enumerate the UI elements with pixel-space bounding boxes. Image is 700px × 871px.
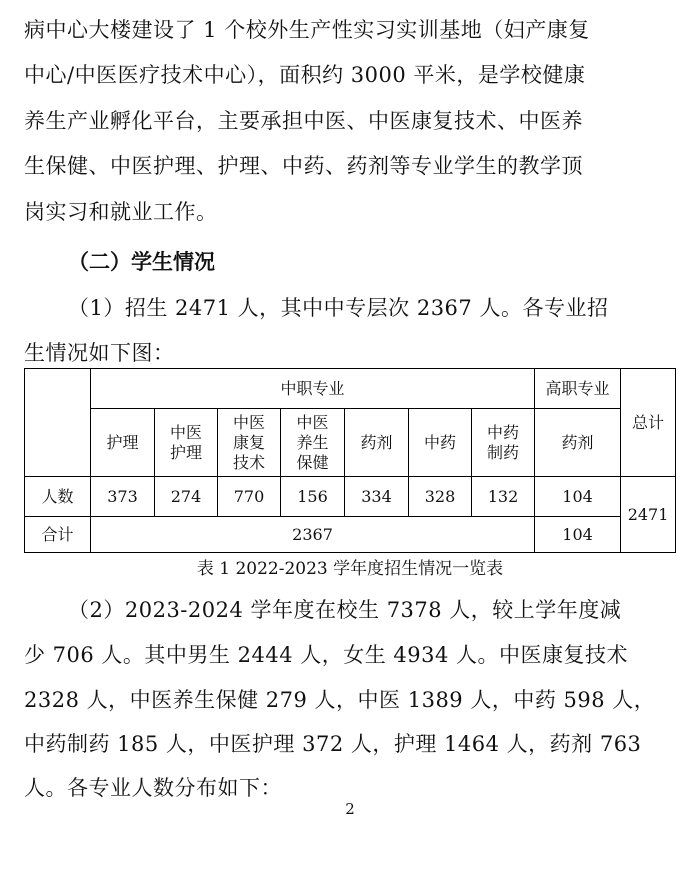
count-cell: 334 (345, 477, 409, 517)
paragraph3-line-3: 2328 人，中医养生保健 279 人，中医 1389 人，中药 598 人， (24, 688, 656, 712)
paragraph1-line-1: 病中心大楼建设了 1 个校外生产性实习实训基地（妇产康复 (24, 18, 590, 42)
paragraph1-line-2: 中心/中医医疗技术中心），面积约 3000 平米，是学校健康 (24, 63, 586, 87)
paragraph2-line-2: 生情况如下图： (24, 341, 175, 365)
count-cell: 132 (472, 477, 535, 517)
row-count-label: 人数 (25, 477, 91, 517)
paragraph1-line-3: 养生产业孵化平台，主要承担中医、中医康复技术、中医养 (24, 109, 583, 133)
paragraph3-line-5: 人。各专业人数分布如下： (24, 776, 282, 800)
major-header: 药剂 (345, 409, 409, 477)
major-header: 中医 养生 保健 (281, 409, 345, 477)
paragraph1-line-5: 岗实习和就业工作。 (24, 200, 218, 224)
count-cell: 770 (218, 477, 281, 517)
paragraph3-line-4: 中药制药 185 人，中医护理 372 人，护理 1464 人，药剂 763 (24, 732, 642, 756)
section-heading: （二）学生情况 (68, 250, 215, 274)
major-header: 护理 (91, 409, 155, 477)
major-header: 中医 护理 (155, 409, 218, 477)
page-number: 2 (345, 800, 355, 818)
table-caption: 表 1 2022-2023 学年度招生情况一览表 (196, 559, 504, 579)
paragraph3-line-2: 少 706 人。其中男生 2444 人，女生 4934 人。中医康复技术 (24, 643, 629, 667)
grand-total-cell: 2471 (621, 477, 676, 553)
paragraph1-line-4: 生保健、中医护理、护理、中药、药剂等专业学生的教学顶 (24, 154, 583, 178)
higher-major-header: 药剂 (535, 409, 621, 477)
higher-count-cell: 104 (535, 477, 621, 517)
group-secondary-header: 中职专业 (91, 369, 535, 409)
count-cell: 156 (281, 477, 345, 517)
count-cell: 274 (155, 477, 218, 517)
paragraph2-line-1: （1）招生 2471 人，其中中专层次 2367 人。各专业招 (68, 296, 609, 320)
major-header: 中药 制药 (472, 409, 535, 477)
row-sum-label: 合计 (25, 517, 91, 553)
total-header: 总计 (621, 369, 676, 477)
major-header: 中医 康复 技术 (218, 409, 281, 477)
paragraph3-line-1: （2）2023-2024 学年度在校生 7378 人，较上学年度减 (68, 598, 622, 622)
major-header: 中药 (409, 409, 472, 477)
secondary-sum-cell: 2367 (91, 517, 535, 553)
enrollment-table (24, 368, 676, 553)
count-cell: 373 (91, 477, 155, 517)
group-higher-header: 高职专业 (535, 369, 621, 409)
count-cell: 328 (409, 477, 472, 517)
higher-sum-cell: 104 (535, 517, 621, 553)
table-corner-cell (25, 369, 91, 477)
